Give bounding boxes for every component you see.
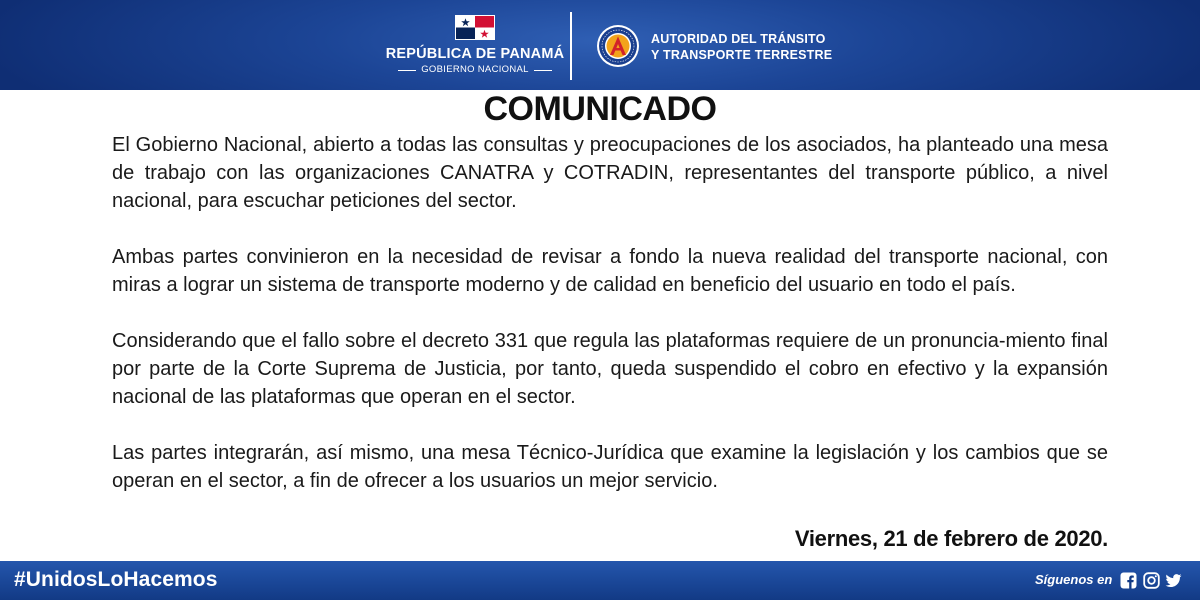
follow-label: Síguenos en: [1035, 572, 1113, 587]
paragraph: Considerando que el fallo sobre el decreto 331 que regula las plataformas requiere de un pronuncia-miento final por parte de la Corte Suprema de Justicia, por tanto, queda suspendido el cobro en efectivo y la expansión nacional de las plataformas que operan en el sector.: [112, 330, 1108, 408]
header-banner: [0, 0, 1200, 90]
government-name: REPÚBLICA DE PANAMÁ: [385, 46, 565, 62]
authority-name-line1: AUTORIDAD DEL TRÁNSITO: [651, 32, 826, 46]
authority-name: [651, 31, 832, 63]
paragraph: Las partes integrarán, así mismo, una mesa Técnico-Jurídica que examine la legislación y los cambios que se operan en el sector, a fin de ofrecer a los usuarios un mejor servicio.: [112, 442, 1108, 492]
document-date: Viernes, 21 de febrero de 2020.: [794, 526, 1108, 551]
authority-name-line2: Y TRANSPORTE TERRESTRE: [651, 48, 833, 62]
document-body: [112, 131, 1108, 523]
paragraph: El Gobierno Nacional, abierto a todas las consultas y preocupaciones de los asociados, ha planteado una mesa de trabajo con las organizaciones CANATRA y COTRADIN, representantes del transporte público, a nivel nacional, para escuchar peticiones del sector.: [112, 134, 1108, 212]
facebook-icon[interactable]: [1120, 572, 1137, 589]
panama-flag-icon: [455, 15, 495, 40]
document-title: COMUNICADO: [483, 90, 717, 128]
twitter-icon[interactable]: [1165, 572, 1182, 589]
footer-banner: [0, 561, 1200, 600]
hashtag-label: #UnidosLoHacemos: [14, 568, 218, 591]
paragraph: Ambas partes convinieron en la necesidad de revisar a fondo la nueva realidad del transporte nacional, con miras a lograr un sistema de transporte moderno y de calidad en beneficio del usuario en todo el país.: [112, 246, 1108, 296]
instagram-icon[interactable]: [1143, 572, 1160, 589]
header-divider: [570, 12, 572, 80]
att-seal-icon: [596, 24, 640, 68]
government-subtitle: GOBIERNO NACIONAL: [421, 64, 529, 75]
